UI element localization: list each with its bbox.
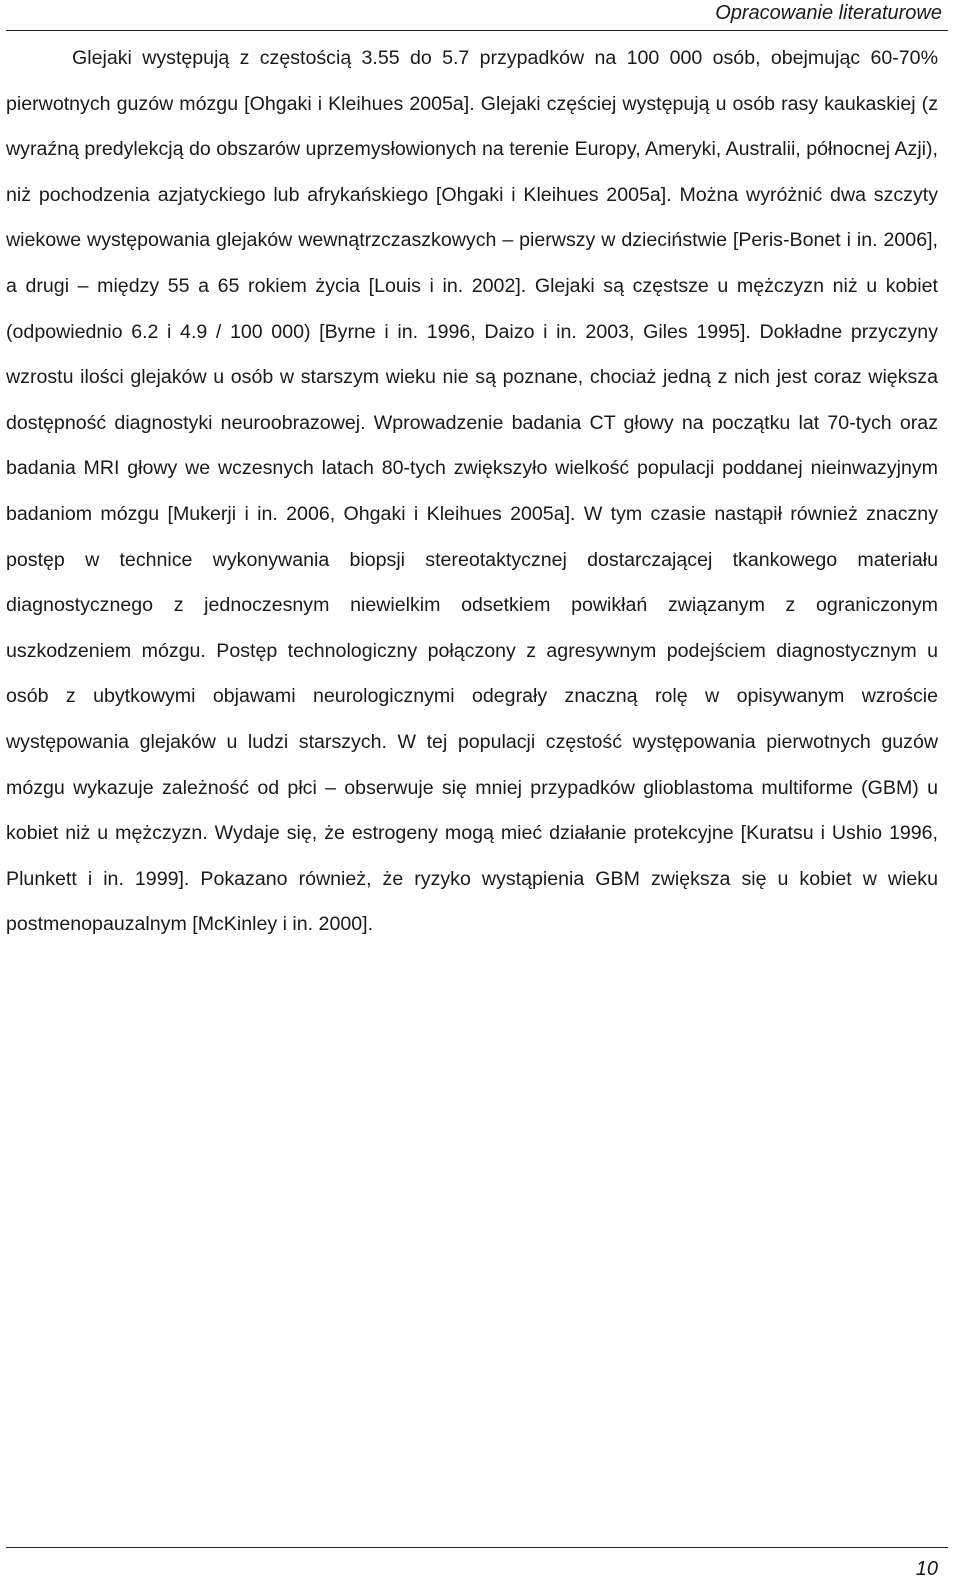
page-number: 10 <box>915 1558 938 1580</box>
header-divider <box>6 30 948 31</box>
footer-divider <box>6 1547 948 1548</box>
running-header-section-title: Opracowanie literaturowe <box>715 2 942 24</box>
body-paragraph: Glejaki występują z częstością 3.55 do 5.7 przypadków na 100 000 osób, obejmując 60-70% pierwotnych guzów mózgu [Ohgaki i Kleihues 2005a]. Glejaki częściej występują u osób rasy kaukaskiej (z wyraźną predylekcją do obszarów uprzemysłowionych na terenie Europy, Ameryki, Australii, północnej Azji), niż pochodzenia azjatyckiego lub afrykańskiego [Ohgaki i Kleihues 2005a]. Można wyróżnić dwa szczyty wiekowe występowania glejaków wewnątrzczaszkowych – pierwszy w dzieciństwie [Peris-Bonet i in. 2006], a drugi – między 55 a 65 rokiem życia [Louis i in. 2002]. Glejaki są częstsze u mężczyzn niż u kobiet (odpowiednio 6.2 i 4.9 / 100 000) [Byrne i in. 1996, Daizo i in. 2003, Giles 1995]. Dokładne przyczyny wzrostu ilości glejaków u osób w starszym wieku nie są poznane, chociaż jedną z nich jest coraz większa dostępność diagnostyki neuroobrazowej. Wprowadzenie badania CT głowy na początku lat 70-tych oraz badania MRI głowy we wczesnych latach 80-tych zwiększyło wielkość populacji poddanej nieinwazyjnym badaniom mózgu [Mukerji i in. 2006, Ohgaki i Kleihues 2005a]. W tym czasie nastąpił również znaczny postęp w technice wykonywania biopsji stereotaktycznej dostarczającej tkankowego materiału diagnostycznego z jednoczesnym niewielkim odsetkiem powikłań związanym z ograniczonym uszkodzeniem mózgu. Postęp technologiczny połączony z agresywnym podejściem diagnostycznym u osób z ubytkowymi objawami neurologicznymi odegrały znaczną rolę w opisywanym wzroście występowania glejaków u ludzi starszych. W tej populacji częstość występowania pierwotnych guzów mózgu wykazuje zależność od płci – obserwuje się mniej przypadków glioblastoma multiforme (GBM) u kobiet niż u mężczyzn. Wydaje się, że estrogeny mogą mieć działanie protekcyjne [Kuratsu i Ushio 1996, Plunkett i in. 1999]. Pokazano również, że ryzyko wystąpienia GBM zwiększa się u kobiet w wieku postmenopauzalnym [McKinley i in. 2000]. <box>6 47 938 936</box>
